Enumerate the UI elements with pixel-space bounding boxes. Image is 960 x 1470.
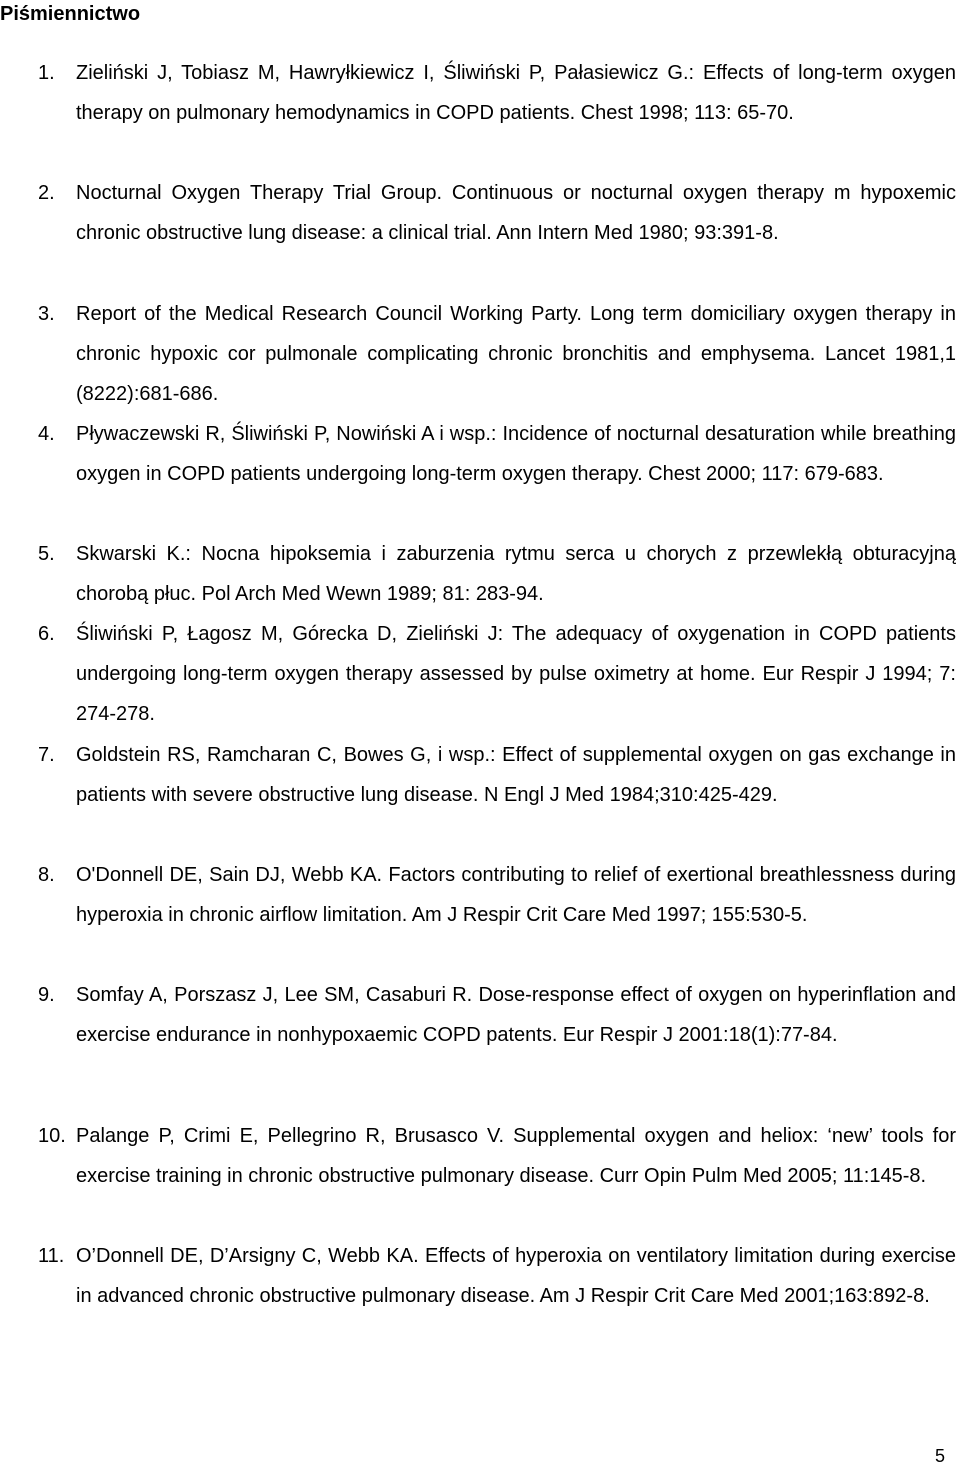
page-heading: Piśmiennictwo xyxy=(0,3,141,25)
reference-text: Pływaczewski R, Śliwiński P, Nowiński A i wsp.: Incidence of nocturnal desaturation while breathing oxygen in COPD patients undergoing long-term oxygen therapy. Chest 2000; 117: 679-683. xyxy=(76,423,956,485)
reference-number: 5. xyxy=(38,543,55,565)
reference-text: Zieliński J, Tobiasz M, Hawryłkiewicz I, Śliwiński P, Pałasiewicz G.: Effects of long-term oxygen therapy on pulmonary hemodynamics in COPD patients. Chest 1998; 113: 65-70. xyxy=(76,62,956,124)
reference-text: O'Donnell DE, Sain DJ, Webb KA. Factors contributing to relief of exertional breathlessness during hyperoxia in chronic airflow limitation. Am J Respir Crit Care Med 1997; 155:530-5. xyxy=(76,864,956,926)
reference-number: 4. xyxy=(38,423,55,445)
reference-text: Śliwiński P, Łagosz M, Górecka D, Zieliński J: The adequacy of oxygenation in COPD patients undergoing long-term oxygen therapy assessed by pulse oximetry at home. Eur Respir J 1994; 7: 274-278. xyxy=(76,623,956,725)
reference-number: 2. xyxy=(38,182,55,204)
reference-number: 11. xyxy=(38,1245,65,1267)
reference-text: Somfay A, Porszasz J, Lee SM, Casaburi R. Dose-response effect of oxygen on hyperinflation and exercise endurance in nonhypoxaemic COPD patents. Eur Respir J 2001:18(1):77-84. xyxy=(76,984,956,1046)
reference-text: O’Donnell DE, D’Arsigny C, Webb KA. Effects of hyperoxia on ventilatory limitation during exercise in advanced chronic obstructive pulmonary disease. Am J Respir Crit Care Med 2001;163:892-8. xyxy=(76,1245,956,1307)
reference-text: Skwarski K.: Nocna hipoksemia i zaburzenia rytmu serca u chorych z przewlekłą obturacyjną chorobą płuc. Pol Arch Med Wewn 1989; 81: 283-94. xyxy=(76,543,956,605)
reference-number: 10. xyxy=(38,1125,66,1147)
page-number: 5 xyxy=(935,1446,946,1466)
reference-number: 9. xyxy=(38,984,55,1006)
reference-text: Goldstein RS, Ramcharan C, Bowes G, i wsp.: Effect of supplemental oxygen on gas exchange in patients with severe obstructive lung disease. N Engl J Med 1984;310:425-429. xyxy=(76,744,956,806)
reference-number: 3. xyxy=(38,303,55,325)
reference-number: 1. xyxy=(38,62,55,84)
reference-text: Nocturnal Oxygen Therapy Trial Group. Continuous or nocturnal oxygen therapy m hypoxemic chronic obstructive lung disease: a clinical trial. Ann Intern Med 1980; 93:391-8. xyxy=(76,182,956,244)
reference-number: 6. xyxy=(38,623,55,645)
reference-text: Palange P, Crimi E, Pellegrino R, Brusasco V. Supplemental oxygen and heliox: ‘new’ tools for exercise training in chronic obstructive pulmonary disease. Curr Opin Pulm Med 2005; 11:145-8. xyxy=(76,1125,956,1187)
reference-number: 7. xyxy=(38,744,55,766)
reference-text: Report of the Medical Research Council Working Party. Long term domiciliary oxygen therapy in chronic hypoxic cor pulmonale complicating chronic bronchitis and emphysema. Lancet 1981,1 (8222):681-686. xyxy=(76,303,956,405)
reference-number: 8. xyxy=(38,864,55,886)
